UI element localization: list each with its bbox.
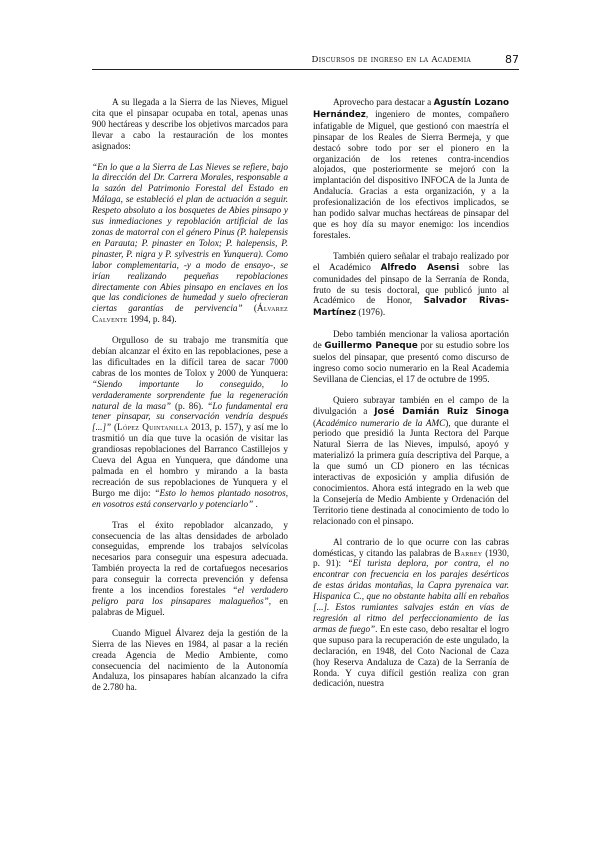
paragraph: A su llegada a la Sierra de las Nieves, Miguel cita que el pinsapar ocupaba en total, apenas unas 900 hectáreas y describe los objetivos marcados para llevar a cabo la restauración de los montes asignados:	[92, 97, 288, 151]
paragraph: También quiero señalar el trabajo realizado por el Académico Alfredo Asensi sobre las comunidades del pinsapo de la Serranía de Ronda, fruto de su tesis doctoral, que publicó junto al Académico de Honor, Salvador Rivas-Martínez (1976).	[313, 250, 509, 319]
paragraph: Tras el éxito repoblador alcanzado, y consecuencia de las altas densidades de arbolado conseguidas, emprende los trabajos selvícolas necesarios para conseguir una espesura adecuada. También proyecta la red de cortafuegos necesarios para conseguir la correcta prevención y defensa frente a los incendios forestales “el verdadero peligro para los pinsapares malagueños”, en palabras de Miguel.	[92, 519, 288, 617]
paragraph: Al contrario de lo que ocurre con las cabras domésticas, y citando las palabras de Barbey (1930, p. 91): “El turista deplora, por contra, el no encontrar con frecuencia en los parajes desérticos de estas áridas montañas, la Capra pyrenaica var. Hispanica C., que no obstante habita allí en rebaños [...]. Estos rumiantes salvajes están en vías de regresión al ritmo del perfeccionamiento de las armas de fuego”. En este caso, debo resaltar el logro que supuso para la recuperación de este ungulado, la declaración, en 1948, del Coto Nacional de Caza (hoy Reserva Andaluza de Caza) de la Serranía de Ronda. Y cuya difícil gestión realiza con gran dedicación, nuestra	[313, 536, 509, 689]
header-title: Discursos de ingreso en la Academia	[311, 55, 471, 65]
page-number: 87	[505, 53, 519, 66]
paragraph: Quiero subrayar también en el campo de la divulgación a José Damián Ruiz Sinoga (Académico numerario de la AMC), que durante el periodo que presidió la Junta Rectora del Parque Natural Sierra de las Nieves, impulsó, apoyó y materializó la primera guía descriptiva del Parque, a la que sumó un CD pionero en las técnicas interactivas de exposición y amplia difusión de conocimientos. Ahora está integrado en la web que la Consejería de Medio Ambiente y Ordenación del Territorio tiene destinada al conocimiento de todo lo relacionado con el pinsapo.	[313, 394, 509, 526]
paragraph: Aprovecho para destacar a Agustín Lozano Hernández, ingeniero de montes, compañero infatigable de Miguel, que gestionó con maestría el pinsapar de los Reales de Sierra Bermeja, y que destacó sobre todo por ser el pionero en la organización de los retenes contra-incendios alojados, que posteriormente se mejoró con la implantación del dispositivo INFOCA de la Junta de Andalucía. Gracias a esta organización, y a la profesionalización de los efectivos implicados, se han podido salvar muchas hectáreas de pinsapar del que es hoy día su mayor enemigo: los incendios forestales.	[313, 97, 509, 240]
paragraph: Orgulloso de su trabajo me transmitía que debían alcanzar el éxito en las repoblaciones, pese a las dificultades en la difícil tarea de sacar 7000 cabras de los montes de Tolox y 2000 de Yunquera: “Siendo importante lo conseguido, lo verdaderamente sorprendente fue la regeneración natural de la masa” (p. 86). “Lo fundamental era tener pinsapar, su conservación vendría después [...]” (López Quintanilla 2013, p. 157), y así me lo trasmitió un día que tuve la ocasión de visitar las grandiosas repoblaciones del Barranco Castillejos y Cueva del Agua en Yunquera, que dándome una palmada en el hombro y mirando a la basta recreación de sus repoblaciones de Yunquera y el Burgo me dijo: “Esto lo hemos plantado nosotros, en vosotros está conservarlo y potenciarlo” .	[92, 335, 289, 509]
paragraph: Debo también mencionar la valiosa aportación de Guillermo Paneque por su estudio sobre los suelos del pinsapar, que presentó como discurso de ingreso como socio numerario en la Real Academia Sevillana de Ciencias, el 17 de octubre de 1995.	[313, 329, 510, 384]
right-column	[313, 97, 509, 699]
block-quote: “En lo que a la Sierra de Las Nieves se refiere, bajo la dirección del Dr. Carrera Morales, responsable a la sazón del Patrimonio Forestal del Estado en Málaga, se estableció el plan de actuación a seguir. Respeto absoluto a los bosquetes de Abies pinsapo y sus inmediaciones y repoblación artificial de las zonas de matorral con el género Pinus (P. halepensis en Parauta; P. pinaster en Tolox; P. halepensis, P. pinaster, P. nigra y P. sylvestris en Yunquera). Como labor complementaria, -y a modo de ensayo-, se irían realizando pequeñas repoblaciones directamente con Abies pinsapo en enclaves en los que las condiciones de humedad y suelo ofrecieran ciertas garantías de pervivencia” (Álvarez Calvente 1994, p. 84).	[92, 161, 288, 325]
running-header	[92, 53, 519, 70]
left-column	[92, 97, 288, 703]
paragraph: Cuando Miguel Álvarez deja la gestión de la Sierra de las Nieves en 1984, al pasar a la recién creada Agencia de Medio Ambiente, como consecuencia del nacimiento de la Autonomía Andaluza, los pinsapares habían alcanzado la cifra de 2.780 ha.	[92, 627, 288, 693]
